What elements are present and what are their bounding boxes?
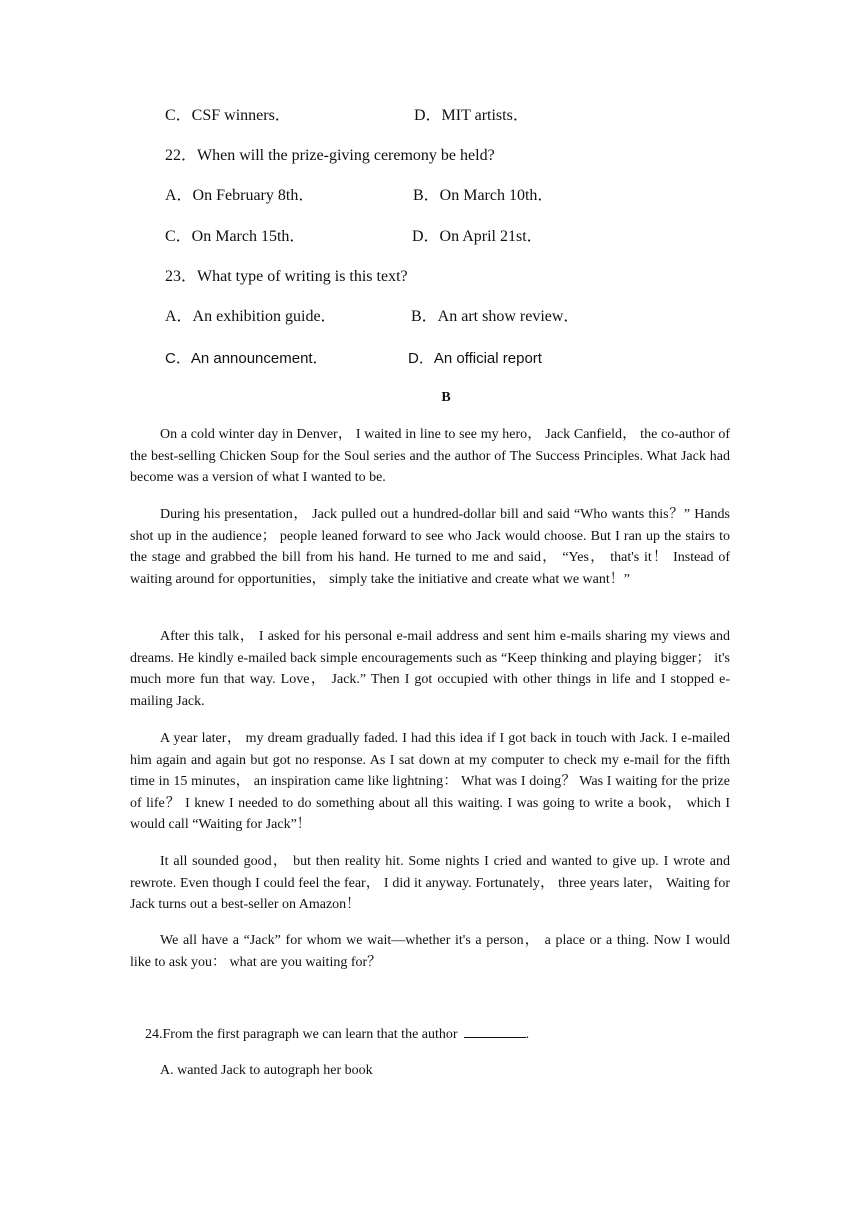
q24-question-line <box>145 1025 529 1045</box>
q24-option-a: A. wanted Jack to autograph her book <box>160 1063 373 1078</box>
q23-question: 23．What type of writing is this text? <box>165 268 408 285</box>
passage-paragraph-4: A year later， my dream gradually faded. I had this idea if I got back in touch with Jack. I e-mailed him again and again but got no response. As I sat down at my computer to check my e-mail for the fifth time in 15 minutes， an inspiration came like lightning： What was I doing？ Was I waiting for the prize of life？ I knew I needed to do something about all this waiting. I was going to write a book， which I would call “Waiting for Jack”！ <box>130 731 730 833</box>
q23-option-c: C．An announcement． <box>165 350 328 367</box>
q22-option-c: C．On March 15th． <box>165 228 306 245</box>
q22-option-d: D．On April 21st． <box>412 228 543 245</box>
answer-blank <box>464 1025 526 1038</box>
q21-option-d: D．MIT artists． <box>414 107 529 124</box>
q23-option-b: B．An art show review． <box>411 308 580 325</box>
q21-option-c: C．CSF winners． <box>165 107 291 124</box>
q22-question: 22．When will the prize-giving ceremony be held? <box>165 147 495 164</box>
q24-question-end: . <box>525 1027 530 1042</box>
passage-paragraph-6: We all have a “Jack” for whom we wait—whether it's a person， a place or a thing. Now I would like to ask you： what are you waiting for？ <box>130 933 730 970</box>
q23-option-a: A．An exhibition guide． <box>165 308 337 325</box>
passage-paragraph-1: On a cold winter day in Denver， I waited in line to see my hero， Jack Canfield， the co-author of the best-selling Chicken Soup for the Soul series and the author of The Success Principles. What Jack had become was a version of what I wanted to be. <box>130 427 730 486</box>
section-title: B <box>441 390 451 405</box>
passage-paragraph-3: After this talk， I asked for his personal e-mail address and sent him e-mails sharing my views and dreams. He kindly e-mailed back simple encouragements such as “Keep thinking and playing bigger； it's much more fun that way. Love， Jack.” Then I got occupied with other things in life and I stopped e-mailing Jack. <box>130 629 730 709</box>
q23-option-d: D．An official report <box>408 350 542 367</box>
q24-question: 24.From the first paragraph we can learn that the author <box>145 1027 458 1042</box>
q22-option-b: B．On March 10th． <box>413 187 554 204</box>
passage-paragraph-2: During his presentation， Jack pulled out a hundred-dollar bill and said “Who wants this？” Hands shot up in the audience； people leaned forward to see who Jack would choose. But I ran up the stairs to the stage and grabbed the bill from his hand. He turned to me and said， “Yes， that's it！ Instead of waiting around for opportunities， simply take the initiative and create what we want！” <box>130 507 730 587</box>
q22-option-a: A．On February 8th． <box>165 187 315 204</box>
passage-paragraph-5: It all sounded good， but then reality hit. Some nights I cried and wanted to give up. I wrote and rewrote. Even though I could feel the fear， I did it anyway. Fortunately， three years later， Waiting for Jack turns out a best-seller on Amazon！ <box>130 854 730 913</box>
